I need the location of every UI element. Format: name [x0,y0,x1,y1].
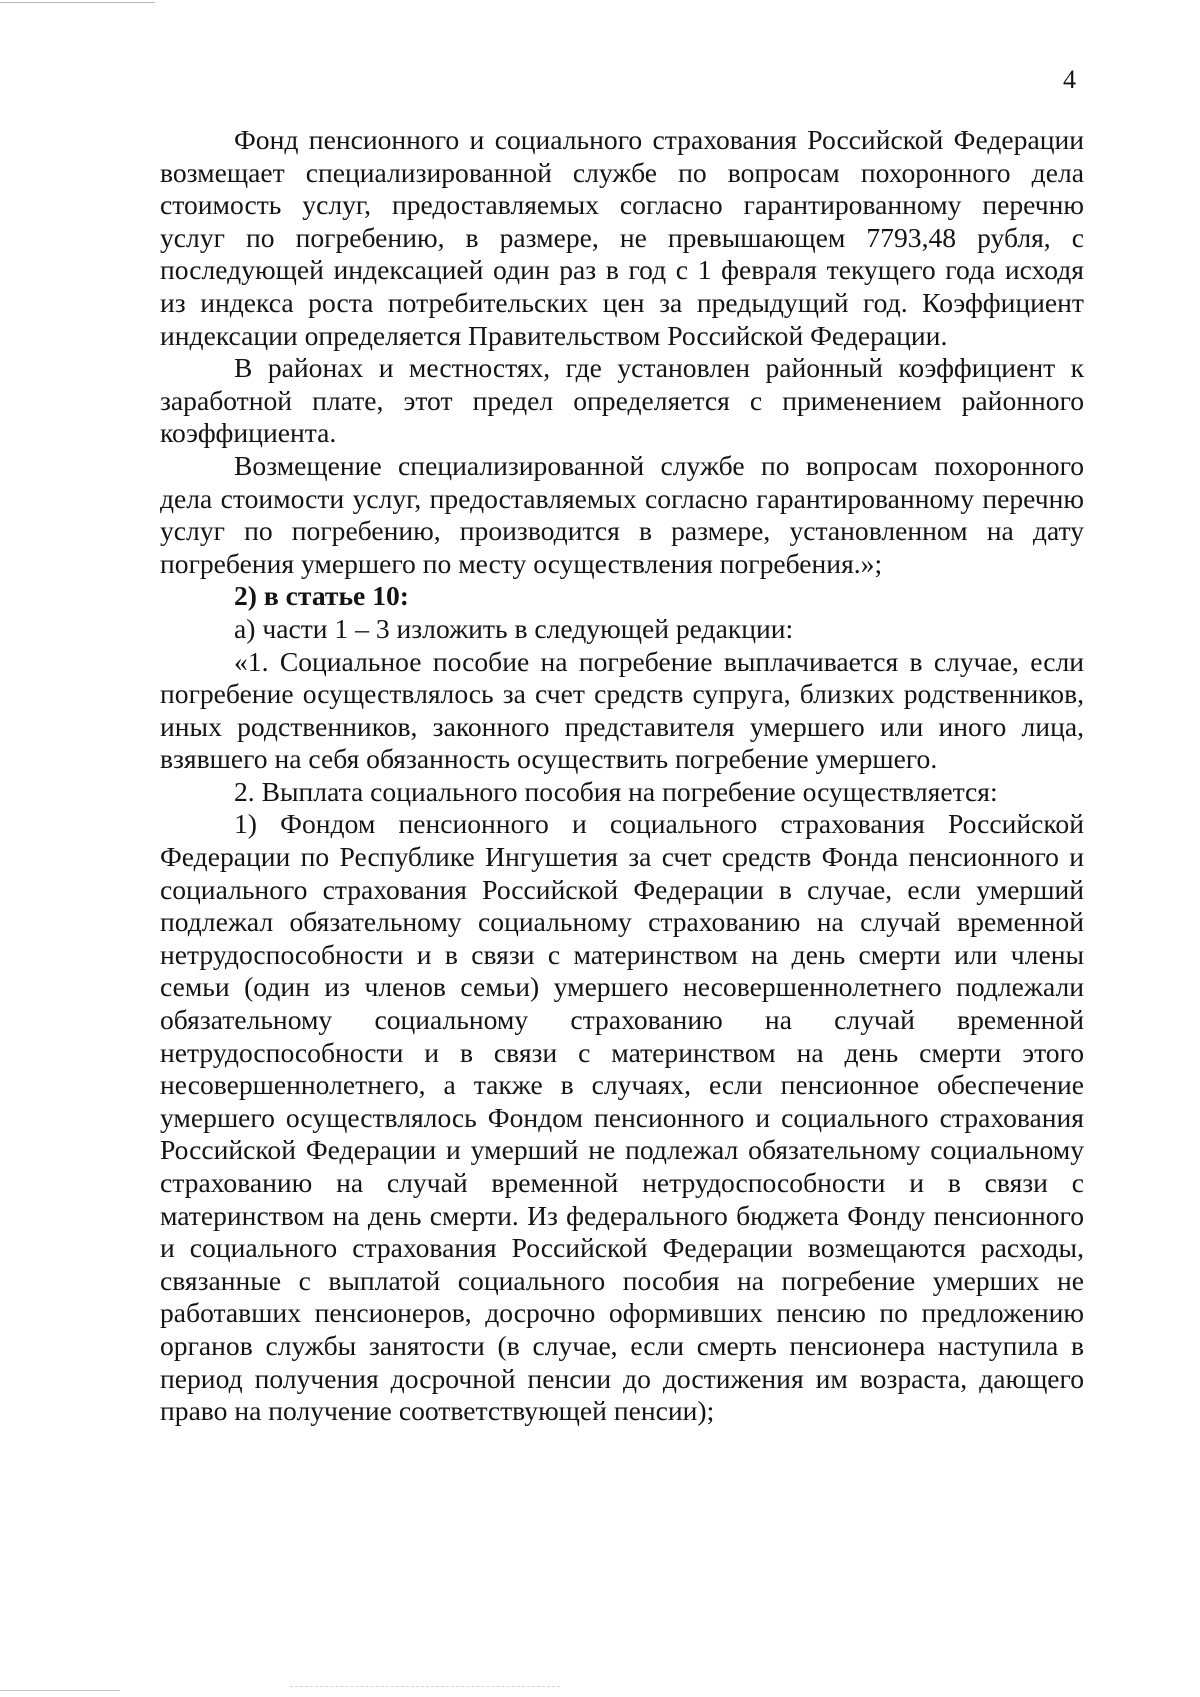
document-body [160,124,1084,1428]
scan-specks [290,1686,560,1687]
paragraph-reimbursement-date: Возмещение специализированной службе по вопросам похоронного дела стоимости услуг, предоставляемых согласно гарантированному перечню услуг по погребению, производится в размере, установленном на дату погребения умершего по месту осуществления погребения.»; [160,449,1084,579]
scan-edge-bottom [0,1690,120,1691]
paragraph-benefit-item-1: 1) Фондом пенсионного и социального страхования Российской Федерации по Республике Ингушетия за счет средств Фонда пенсионного и социального страхования Российской Федерации в случае, если умерший подлежал обязательному социальному страхованию на случай временной нетрудоспособности и в связи с материнством на день смерти или члены семьи (один из членов семьи) умершего несовершеннолетнего подлежали обязательному социальному страхованию на случай временной нетрудоспособности и в связи с материнством на день смерти этого несовершеннолетнего, а также в случаях, если пенсионное обеспечение умершего осуществлялось Фондом пенсионного и социального страхования Российской Федерации и умерший не подлежал обязательному социальному страхованию на случай временной нетрудоспособности и в связи с материнством на день смерти. Из федерального бюджета Фонду пенсионного и социального страхования Российской Федерации возмещаются расходы, связанные с выплатой социального пособия на погребение умерших не работавших пенсионеров, досрочно оформивших пенсию по предложению органов службы занятости (в случае, если смерть пенсионера наступила в период получения досрочной пенсии до достижения им возраста, дающего право на получение соответствующей пенсии); [160,808,1084,1427]
scan-edge-top [0,2,155,3]
article-10-heading: 2) в статье 10: [234,580,409,612]
paragraph-benefit-part-2: 2. Выплата социального пособия на погребение осуществляется: [234,775,998,807]
paragraph-fund-reimbursement: Фонд пенсионного и социального страхования Российской Федерации возмещает специализированной службе по вопросам похоронного дела стоимость услуг, предоставляемых согласно гарантированному перечню услуг по погребению, в размере, не превышающем 7793,48 рубля, с последующей индексацией один раз в год с 1 февраля текущего года исходя из индекса роста потребительских цен за предыдущий год. Коэффициент индексации определяется Правительством Российской Федерации. [160,124,1084,351]
paragraph-parts-1-3: а) части 1 – 3 изложить в следующей редакции: [234,612,794,644]
paragraph-benefit-part-1: «1. Социальное пособие на погребение выплачивается в случае, если погребение осуществлялось за счет средств супруга, близких родственников, иных родственников, законного представителя умершего или иного лица, взявшего на себя обязанность осуществить погребение умершего. [160,645,1084,775]
paragraph-regional-coefficient: В районах и местностях, где установлен районный коэффициент к заработной плате, этот предел определяется с применением районного коэффициента. [160,352,1084,449]
page-number: 4 [1063,65,1076,94]
